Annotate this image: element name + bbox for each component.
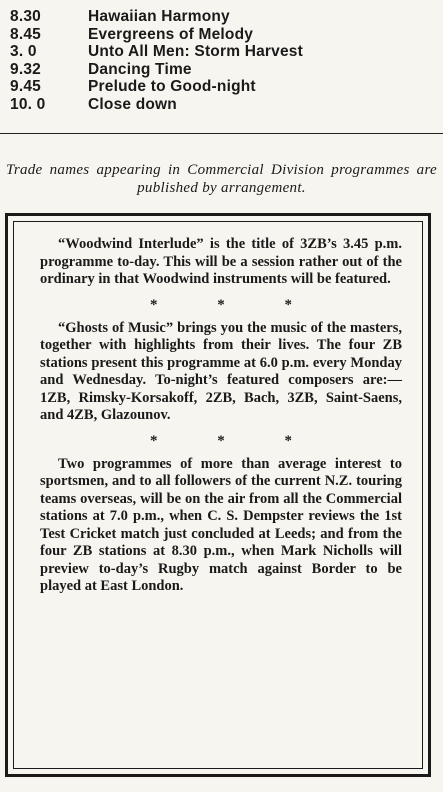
schedule-time: 9.32 bbox=[10, 60, 41, 78]
schedule-row bbox=[10, 61, 435, 79]
schedule-time: 8.30 bbox=[10, 8, 41, 25]
schedule-row bbox=[10, 26, 435, 44]
schedule-title: Unto All Men: Storm Harvest bbox=[88, 43, 303, 60]
schedule-title: Dancing Time bbox=[88, 60, 192, 78]
schedule-row bbox=[10, 8, 435, 26]
schedule-row bbox=[10, 78, 435, 96]
schedule-row bbox=[10, 43, 435, 61]
ghosts-of-music-paragraph: “Ghosts of Music” brings you the music of the masters, together with highlights from their lives. The four ZB stations present this programme at 6.0 p.m. every Monday and Wednesday. To-night’s featured composers are:— 1ZB, Rimsky-Korsakoff, 2ZB, Bach, 3ZB, Saint-Saens, and 4ZB, Glazounov. bbox=[40, 319, 402, 423]
section-divider bbox=[0, 133, 443, 134]
programme-schedule bbox=[10, 8, 435, 113]
schedule-title: Evergreens of Melody bbox=[88, 25, 254, 43]
sports-programmes-paragraph: Two programmes of more than average interest to sportsmen, and to all followers of the current N.Z. touring teams overseas, will be on the air from all the Commercial stations at 7.0 p.m., when C. S. Dempster reviews the 1st Test Cricket match just concluded at Leeds; and from the four ZB stations at 8.30 p.m., when Mark Nicholls will preview to-day’s Rugby match against Border to be played at East London. bbox=[40, 455, 402, 594]
schedule-time: 10. 0 bbox=[10, 95, 46, 113]
schedule-title: Prelude to Good-night bbox=[88, 78, 256, 95]
asterism-separator: * * * bbox=[150, 296, 320, 313]
woodwind-interlude-paragraph: “Woodwind Interlude” is the title of 3ZB’s 3.45 p.m. programme to-day. This will be a session rather out of the ordinary in that Woodwind instruments will be featured. bbox=[40, 236, 402, 287]
boxed-notice-content bbox=[40, 236, 402, 596]
asterism-separator: * * * bbox=[150, 432, 320, 449]
schedule-time: 8.45 bbox=[10, 25, 41, 43]
schedule-time: 9.45 bbox=[10, 78, 41, 95]
trade-names-notice: Trade names appearing in Commercial Division programmes are published by arrangement. bbox=[6, 162, 437, 196]
schedule-row bbox=[10, 96, 435, 114]
schedule-title: Hawaiian Harmony bbox=[88, 8, 230, 25]
schedule-time: 3. 0 bbox=[10, 43, 37, 60]
schedule-title: Close down bbox=[88, 95, 177, 113]
